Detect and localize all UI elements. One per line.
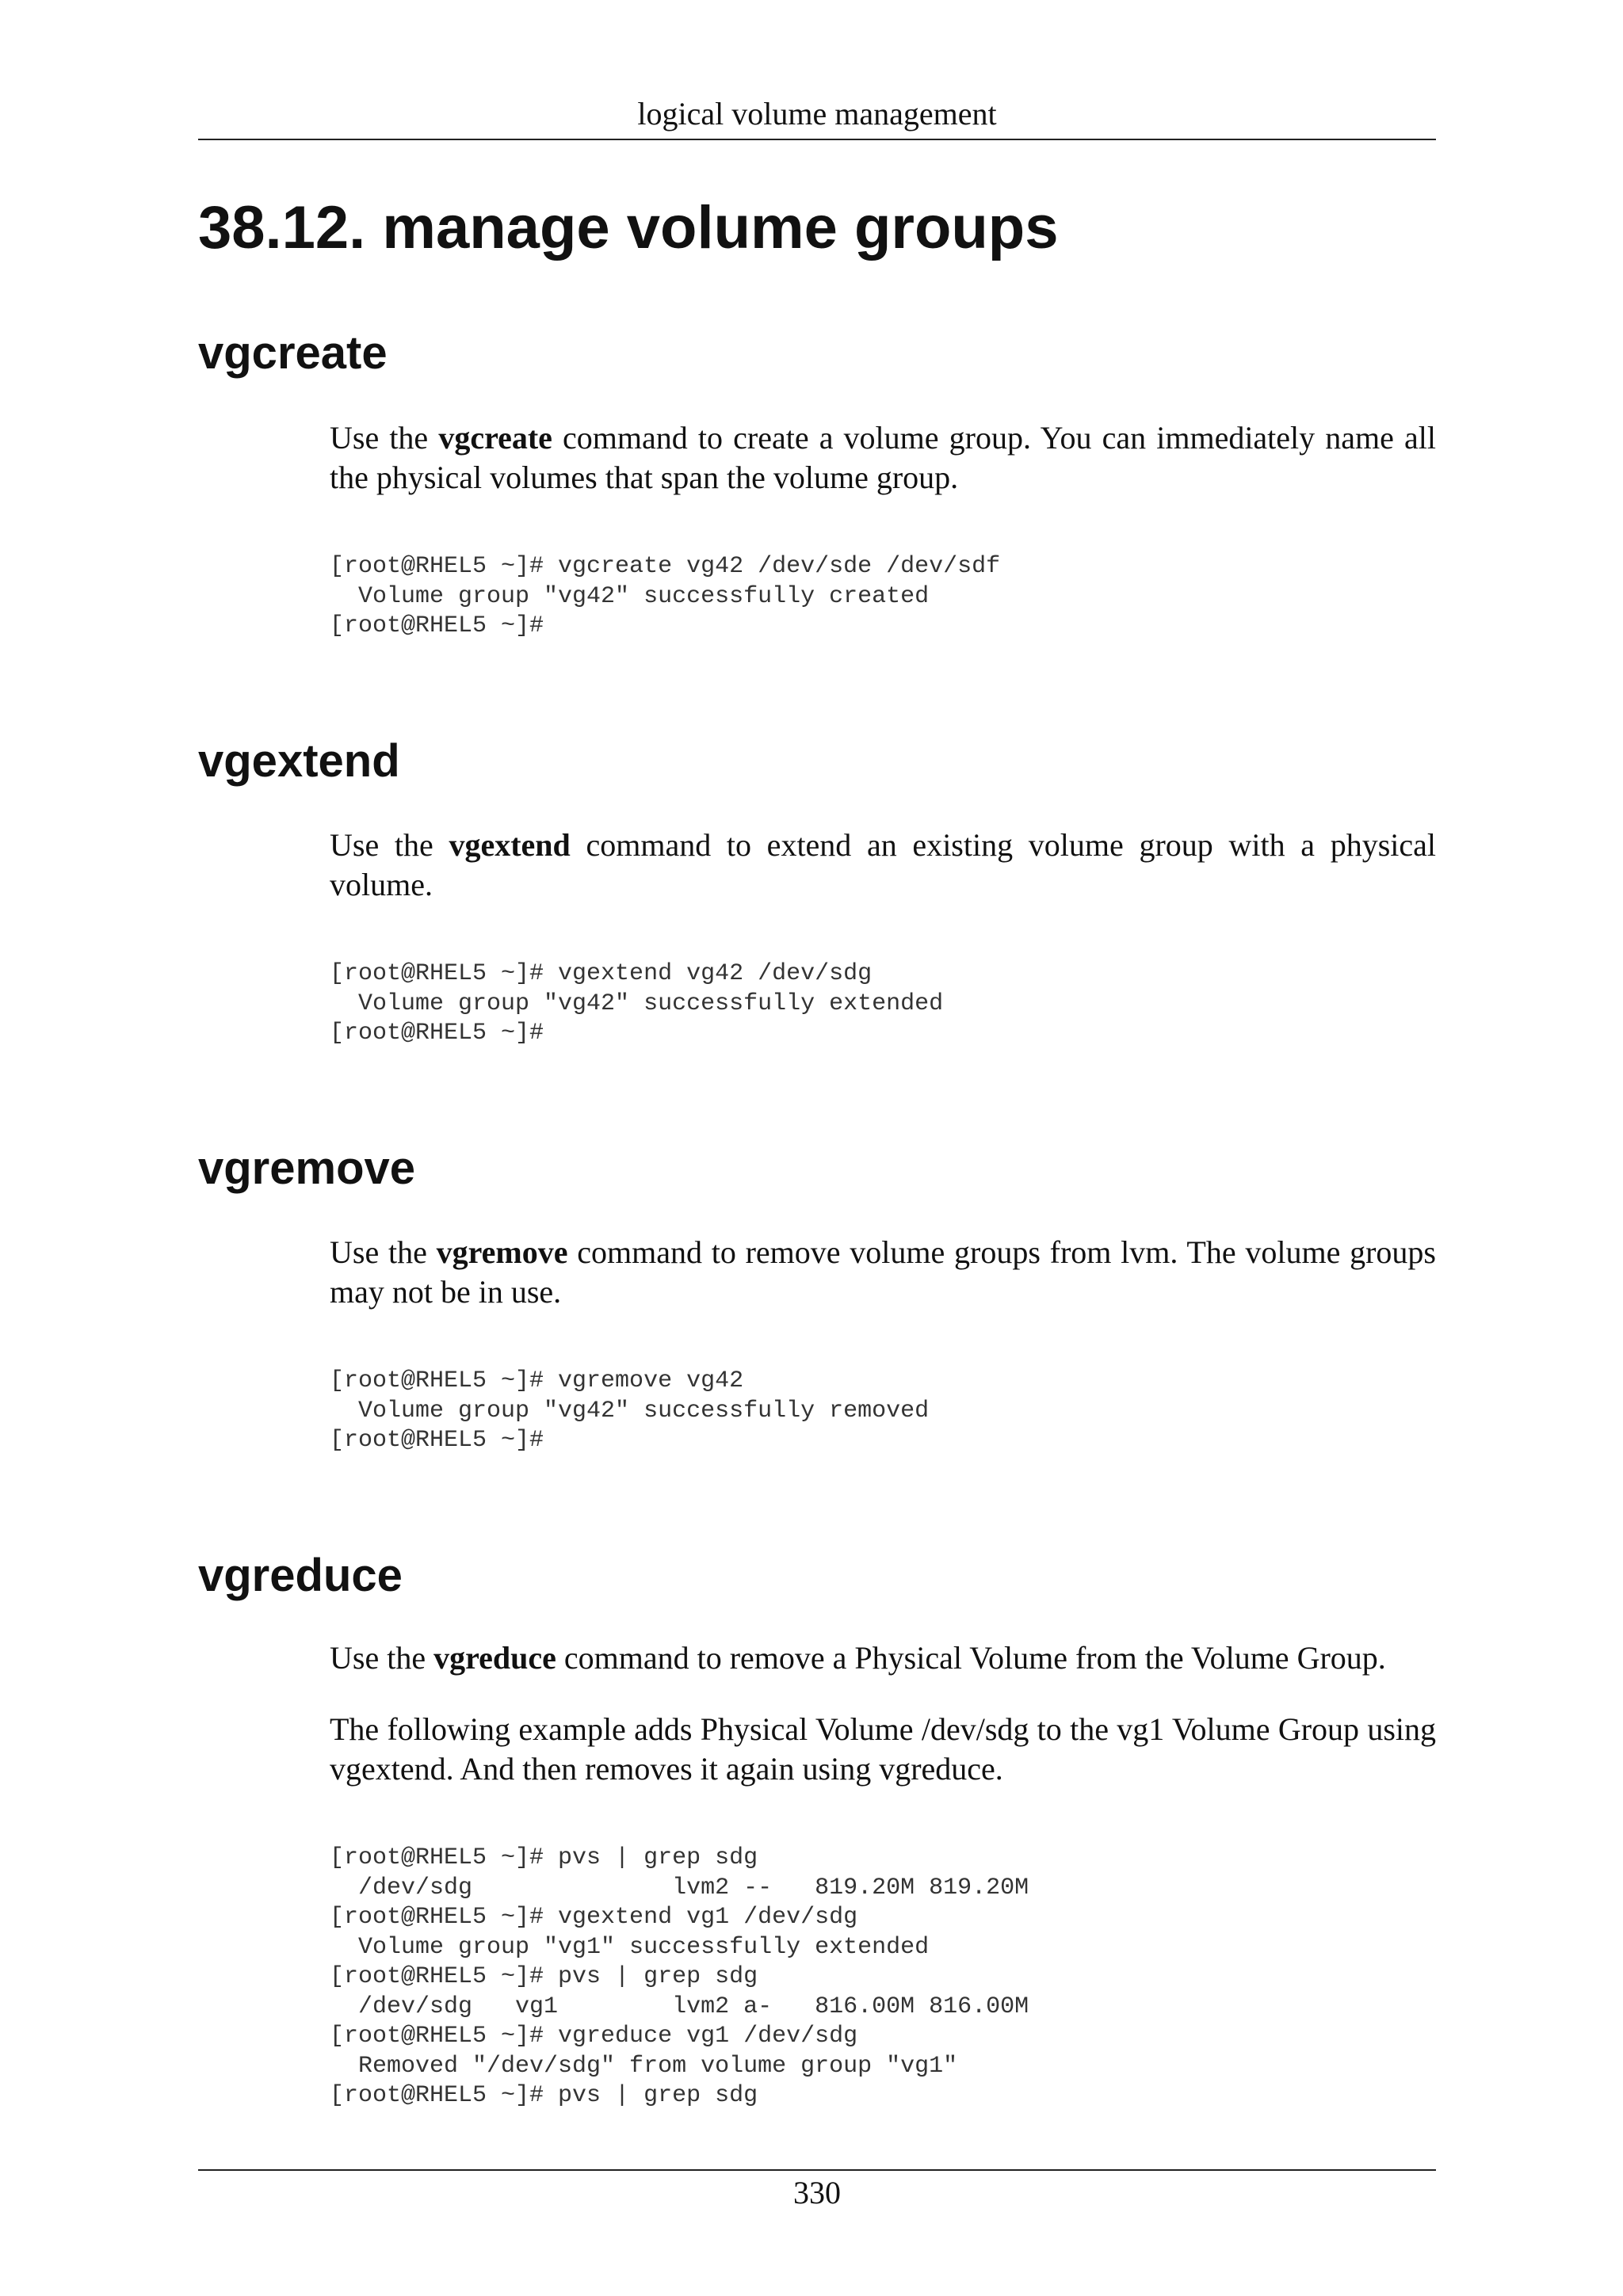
code-line: [root@RHEL5 ~]# vgremove vg42 — [330, 1367, 744, 1394]
code-line: Volume group "vg1" successfully extended — [330, 1933, 930, 1961]
code-line: Volume group "vg42" successfully extended — [330, 990, 944, 1017]
page-number: 330 — [793, 2175, 841, 2210]
code-line: [root@RHEL5 ~]# — [330, 1020, 544, 1047]
code-line: [root@RHEL5 ~]# vgreduce vg1 /dev/sdg — [330, 2023, 858, 2050]
section-title-vgremove: vgremove — [198, 1142, 416, 1194]
section-title-vgreduce: vgreduce — [198, 1550, 403, 1601]
paragraph-text: command to create a volume group. You can immediately name all the physical volumes that span the volume group. — [330, 420, 1436, 495]
command-name: vgreduce — [433, 1640, 556, 1676]
code-line: [root@RHEL5 ~]# pvs | grep sdg — [330, 2082, 758, 2109]
section-paragraph — [330, 1233, 1436, 1312]
code-line: /dev/sdg lvm2 -- 819.20M 819.20M — [330, 1874, 1029, 1901]
chapter-title: 38.12. manage volume groups — [198, 194, 1059, 261]
code-line: /dev/sdg vg1 lvm2 a- 816.00M 816.00M — [330, 1993, 1029, 2020]
code-line: [root@RHEL5 ~]# — [330, 612, 544, 639]
code-line: [root@RHEL5 ~]# vgextend vg42 /dev/sdg — [330, 960, 873, 987]
code-line: Volume group "vg42" successfully removed — [330, 1397, 930, 1425]
command-name: vgremove — [436, 1234, 568, 1270]
running-header: logical volume management — [637, 96, 997, 132]
code-line: Volume group "vg42" successfully created — [330, 582, 930, 610]
section-title-vgcreate: vgcreate — [198, 327, 388, 379]
command-name: vgextend — [449, 827, 571, 863]
code-block — [330, 1367, 929, 1456]
code-block — [330, 959, 943, 1049]
code-block — [330, 1844, 1029, 2111]
section-paragraph — [330, 1638, 1436, 1678]
header-rule — [198, 139, 1436, 140]
code-line: Removed "/dev/sdg" from volume group "vg1" — [330, 2052, 958, 2080]
paragraph-text: command to remove volume groups from lvm. The volume groups may not be in use. — [330, 1234, 1436, 1310]
section-paragraph: The following example adds Physical Volume /dev/sdg to the vg1 Volume Group using vgextend. And then removes it again using vgreduce. — [330, 1711, 1436, 1787]
code-line: [root@RHEL5 ~]# pvs | grep sdg — [330, 1963, 758, 1990]
paragraph-text: Use the — [330, 1234, 437, 1270]
paragraph-text: command to remove a Physical Volume from the Volume Group. — [556, 1640, 1386, 1676]
code-line: [root@RHEL5 ~]# vgextend vg1 /dev/sdg — [330, 1904, 858, 1931]
code-line: [root@RHEL5 ~]# — [330, 1427, 544, 1454]
code-line: [root@RHEL5 ~]# pvs | grep sdg — [330, 1844, 758, 1871]
code-block — [330, 552, 1000, 642]
section-paragraph — [330, 418, 1436, 498]
section-title-vgextend: vgextend — [198, 735, 400, 787]
paragraph-text: command to extend an existing volume group with a physical volume. — [330, 827, 1436, 902]
paragraph-text: Use the — [330, 1640, 434, 1676]
paragraph-text: Use the — [330, 420, 439, 456]
section-paragraph — [330, 826, 1436, 905]
paragraph-text: Use the — [330, 827, 449, 863]
command-name: vgcreate — [438, 420, 552, 456]
code-line: [root@RHEL5 ~]# vgcreate vg42 /dev/sde /dev/sdf — [330, 553, 1001, 580]
